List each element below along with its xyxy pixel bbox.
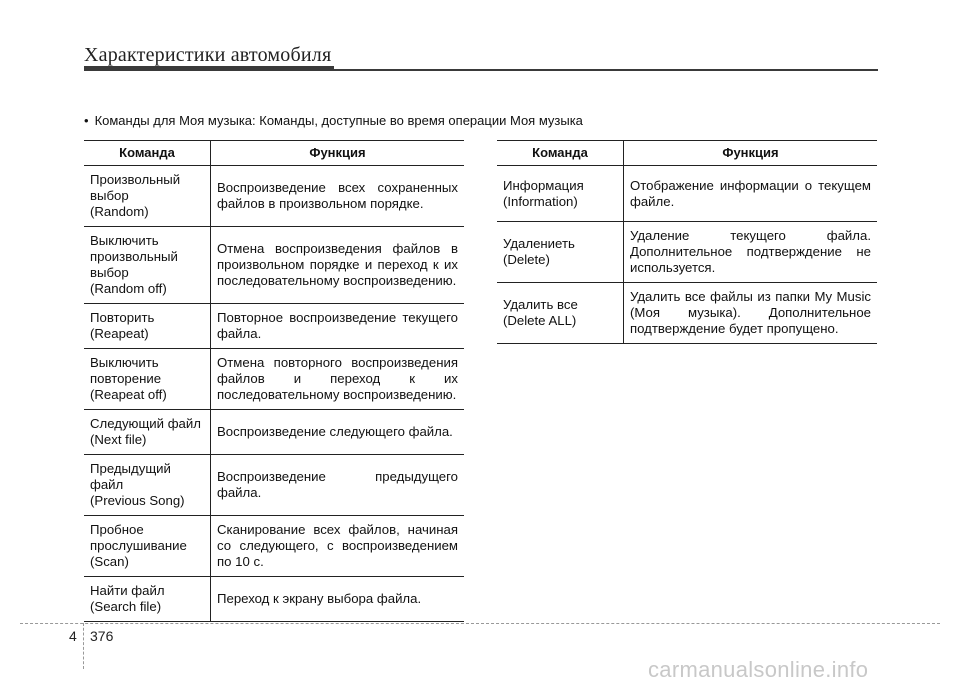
footer-divider [83, 623, 84, 669]
table-row [84, 166, 464, 227]
table-row [84, 349, 464, 410]
function-cell: Сканирование всех файлов, начиная со следующего, с воспроизведением по 10 с. [211, 516, 465, 577]
bullet-icon: • [84, 113, 89, 128]
table-header-row [497, 141, 877, 166]
command-line: (Reapeat off) [90, 387, 167, 402]
function-cell: Удаление текущего файла. Дополнительное подтверждение не используется. [624, 222, 878, 283]
chapter-number: 4 [69, 628, 77, 644]
command-line: (Random off) [90, 281, 167, 296]
header-rule-thin [334, 69, 878, 71]
command-line: Пробное [90, 522, 144, 537]
column-header-function: Функция [211, 141, 465, 166]
command-line: Удалить все [503, 297, 578, 312]
function-cell: Отмена воспроизведения файлов в произвольном порядке и переход к их последовательному воспроизведению. [211, 227, 465, 304]
table-row [84, 516, 464, 577]
command-cell [84, 577, 211, 622]
command-line: Произвольный [90, 172, 181, 187]
command-cell [84, 166, 211, 227]
command-line: произвольный [90, 249, 178, 264]
table-row [84, 410, 464, 455]
command-line: прослушивание [90, 538, 187, 553]
command-cell [84, 516, 211, 577]
function-cell: Воспроизведение предыдущего файла. [211, 455, 465, 516]
command-line: (Delete ALL) [503, 313, 577, 328]
intro-line [84, 113, 583, 128]
command-line: Найти файл [90, 583, 165, 598]
function-cell: Повторное воспроизведение текущего файла. [211, 304, 465, 349]
command-line: (Random) [90, 204, 149, 219]
table-row [497, 283, 877, 344]
watermark-text: carmanualsonline.info [648, 657, 869, 682]
table-row [84, 227, 464, 304]
command-cell [84, 227, 211, 304]
column-header-function: Функция [624, 141, 878, 166]
page-header-title: Характеристики автомобиля [84, 44, 332, 66]
command-cell [497, 283, 624, 344]
table-row [497, 222, 877, 283]
command-line: (Next file) [90, 432, 147, 447]
function-cell: Отмена повторного воспроизведения файлов и переход к их последовательному воспроизведению. [211, 349, 465, 410]
command-cell [497, 166, 624, 222]
command-cell [497, 222, 624, 283]
command-line: Выключить [90, 233, 159, 248]
table-row [497, 166, 877, 222]
command-line: Повторить [90, 310, 155, 325]
command-line: (Search file) [90, 599, 162, 614]
command-line: (Reapeat) [90, 326, 149, 341]
function-cell: Воспроизведение следующего файла. [211, 410, 465, 455]
command-line: выбор [90, 265, 129, 280]
column-header-command: Команда [497, 141, 624, 166]
command-cell [84, 349, 211, 410]
commands-table-right [497, 140, 877, 344]
command-line: Предыдущий [90, 461, 171, 476]
function-cell: Удалить все файлы из папки My Music (Моя музыка). Дополнительное подтверждение будет пропущено. [624, 283, 878, 344]
command-line: Информация [503, 177, 584, 193]
column-header-command: Команда [84, 141, 211, 166]
command-line: (Scan) [90, 554, 129, 569]
page-number: 376 [90, 628, 114, 644]
command-cell [84, 410, 211, 455]
command-line: Удалениеть [503, 236, 575, 251]
footer-rule [20, 623, 940, 624]
command-line: повторение [90, 371, 162, 386]
function-cell: Воспроизведение всех сохраненных файлов в произвольном порядке. [211, 166, 465, 227]
table-row [84, 577, 464, 622]
command-cell [84, 455, 211, 516]
table-row [84, 455, 464, 516]
table-header-row [84, 141, 464, 166]
commands-table-left [84, 140, 464, 622]
command-line: файл [90, 477, 124, 492]
command-line: (Previous Song) [90, 493, 185, 508]
command-cell [84, 304, 211, 349]
header-rule-thick [84, 66, 334, 71]
command-line: (Information) [503, 193, 578, 209]
function-cell: Переход к экрану выбора файла. [211, 577, 465, 622]
command-line: Следующий файл [90, 416, 201, 431]
intro-text: Команды для Моя музыка: Команды, доступные во время операции Моя музыка [94, 113, 583, 128]
command-line: (Delete) [503, 252, 550, 267]
table-row [84, 304, 464, 349]
command-line: выбор [90, 188, 129, 203]
function-cell: Отображение информации о текущем файле. [624, 166, 878, 222]
command-line: Выключить [90, 355, 159, 370]
